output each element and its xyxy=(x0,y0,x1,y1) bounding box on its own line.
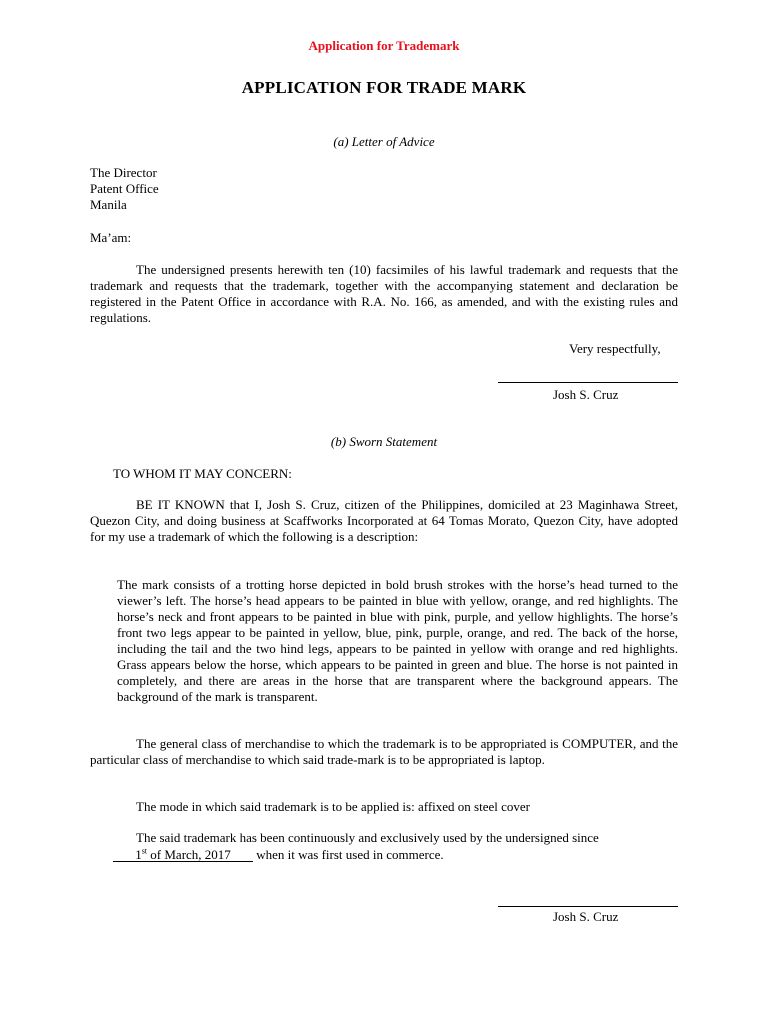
signature-line xyxy=(498,906,678,907)
intro-paragraph: BE IT KNOWN that I, Josh S. Cruz, citizen of the Philippines, domiciled at 23 Maginhawa Street, Quezon City, and doing business at Scaffworks Incorporated at 64 Tomas Morato, Quezon City, have adopted for my use a trademark of which the following is a description: xyxy=(90,497,678,544)
letter-of-advice-heading: (a) Letter of Advice xyxy=(333,134,435,149)
date-day: 1 xyxy=(135,847,142,862)
mode-paragraph: The mode in which said trademark is to be applied is: affixed on steel cover xyxy=(136,799,530,814)
trademark-description-paragraph: The mark consists of a trotting horse depicted in bold brush strokes with the horse’s head turned to the viewer’s left. The horse’s head appears to be painted in blue with yellow, orange, and red highlights. The horse’s neck and front appears to be painted in blue with pink, purple, and yellow highlights. The horse’s front two legs appear to be painted in yellow, blue, pink, purple, orange, and red. The back of the horse, including the tail and the two hind legs, appears to be painted in yellow with orange and red highlights. Grass appears below the horse, which appears to be painted in green and blue. The horse is not painted in completely, and there are areas in the horse that are transparent where the background appears. The background of the mark is transparent. xyxy=(117,577,678,704)
address-line: The Director xyxy=(90,165,157,180)
usage-suffix: when it was first used in commerce. xyxy=(253,847,444,862)
signature-line xyxy=(498,382,678,383)
merchandise-paragraph: The general class of merchandise to which the trademark is to be appropriated is COMPUTER, and the particular class of merchandise to which said trade-mark is to be appropriated is laptop. xyxy=(90,736,678,767)
red-header-title: Application for Trademark xyxy=(308,38,460,53)
signatory-name: Josh S. Cruz xyxy=(553,909,619,924)
date-rest: of March, 2017 xyxy=(147,847,231,862)
salutation: Ma’am: xyxy=(90,230,132,245)
closing-text: Very respectfully, xyxy=(569,341,661,356)
recipient-address xyxy=(90,165,678,213)
first-use-date-field xyxy=(113,846,253,862)
usage-line-2 xyxy=(113,847,678,863)
sworn-statement-heading: (b) Sworn Statement xyxy=(330,434,438,449)
address-line: Manila xyxy=(90,197,127,212)
usage-line-1: The said trademark has been continuously and exclusively used by the undersigned since xyxy=(136,830,599,845)
signatory-name: Josh S. Cruz xyxy=(553,387,619,402)
greeting: TO WHOM IT MAY CONCERN: xyxy=(113,466,292,481)
letter-body-paragraph: The undersigned presents herewith ten (10) facsimiles of his lawful trademark and requests that the trademark and requests that the trademark, together with the accompanying statement and declaration be registered in the Patent Office in accordance with R.A. No. 166, as amended, and with the existing rules and regulations. xyxy=(90,262,678,325)
address-line: Patent Office xyxy=(90,181,159,196)
page-title: APPLICATION FOR TRADE MARK xyxy=(241,78,527,97)
date-ordinal-suffix: st xyxy=(141,846,148,856)
